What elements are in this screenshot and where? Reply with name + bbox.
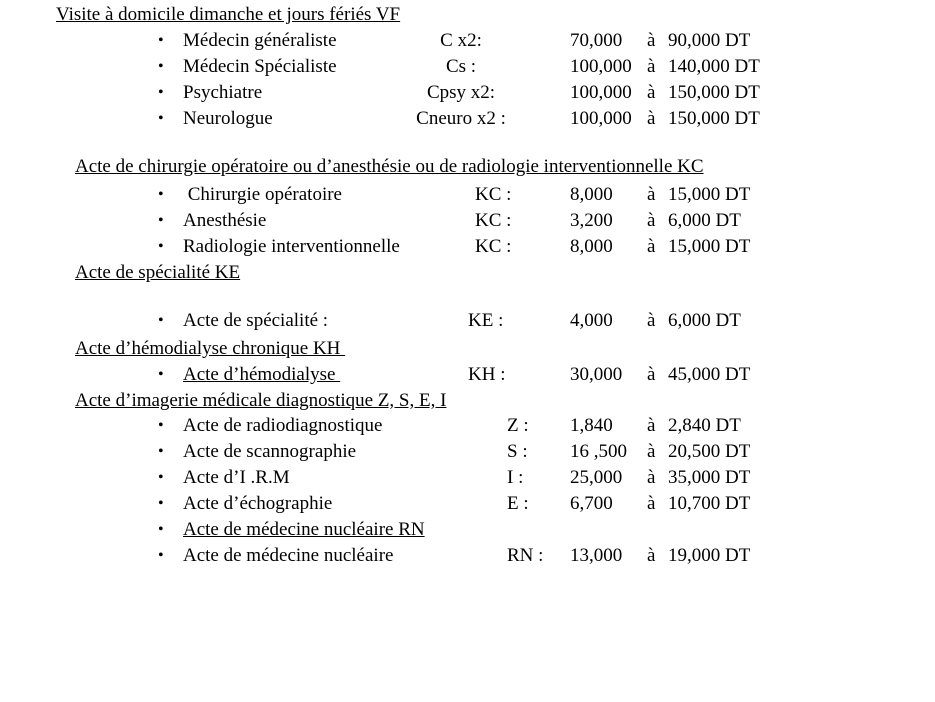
amount-min: 70,000	[570, 30, 623, 51]
amount-max: 140,000 DT	[668, 56, 760, 77]
tariff-row	[0, 491, 935, 517]
amount-separator: à	[647, 184, 656, 205]
tariff-row	[0, 543, 935, 569]
amount-separator: à	[647, 545, 656, 566]
bullet-icon: •	[158, 312, 164, 329]
row-code: KC :	[475, 184, 512, 205]
tariff-row	[0, 54, 935, 80]
row-label: Acte de radiodiagnostique	[183, 415, 383, 436]
bullet-icon: •	[158, 469, 164, 486]
section-heading-specialite: Acte de spécialité KE	[75, 262, 241, 283]
amount-separator: à	[647, 210, 656, 231]
amount-max: 10,700 DT	[668, 493, 751, 514]
row-label: Anesthésie	[183, 210, 267, 231]
row-code: KC :	[475, 236, 512, 257]
tariff-row	[0, 439, 935, 465]
row-label: Acte de spécialité :	[183, 310, 329, 331]
amount-max: 90,000 DT	[668, 30, 751, 51]
amount-separator: à	[647, 467, 656, 488]
row-label: Acte de médecine nucléaire	[183, 545, 394, 566]
row-code: Cneuro x2 :	[416, 108, 506, 129]
row-label: Acte d’échographie	[183, 493, 333, 514]
row-code: KC :	[475, 210, 512, 231]
section-heading-imagerie: Acte d’imagerie médicale diagnostique Z, S, E, I	[75, 390, 447, 411]
bullet-icon: •	[158, 58, 164, 75]
amount-separator: à	[647, 30, 656, 51]
row-code: C x2:	[440, 30, 482, 51]
bullet-icon: •	[158, 110, 164, 127]
amount-separator: à	[647, 56, 656, 77]
amount-min: 100,000	[570, 56, 632, 77]
tariff-row	[0, 106, 935, 132]
section-heading-chirurgie: Acte de chirurgie opératoire ou d’anesthésie ou de radiologie interventionnelle KC	[75, 156, 704, 177]
bullet-icon: •	[158, 186, 164, 203]
tariff-row	[0, 208, 935, 234]
amount-min: 100,000	[570, 82, 632, 103]
amount-separator: à	[647, 364, 656, 385]
row-label: Médecin Spécialiste	[183, 56, 337, 77]
bullet-icon: •	[158, 32, 164, 49]
bullet-icon: •	[158, 547, 164, 564]
amount-max: 19,000 DT	[668, 545, 751, 566]
tariff-row	[0, 362, 935, 388]
row-label: Psychiatre	[183, 82, 263, 103]
bullet-icon: •	[158, 84, 164, 101]
amount-separator: à	[647, 415, 656, 436]
amount-max: 15,000 DT	[668, 184, 751, 205]
tariff-row	[0, 80, 935, 106]
row-label: Radiologie interventionnelle	[183, 236, 400, 257]
row-label: Acte de scannographie	[183, 441, 357, 462]
bullet-icon: •	[158, 238, 164, 255]
amount-max: 150,000 DT	[668, 82, 760, 103]
amount-separator: à	[647, 310, 656, 331]
amount-separator: à	[647, 82, 656, 103]
row-code: KE :	[468, 310, 504, 331]
tariff-row	[0, 234, 935, 260]
row-code: Z :	[507, 415, 529, 436]
amount-min: 13,000	[570, 545, 623, 566]
amount-separator: à	[647, 441, 656, 462]
row-code: KH :	[468, 364, 506, 385]
amount-min: 100,000	[570, 108, 632, 129]
tariff-row	[0, 517, 935, 543]
bullet-icon: •	[158, 521, 164, 538]
amount-separator: à	[647, 493, 656, 514]
amount-separator: à	[647, 236, 656, 257]
bullet-icon: •	[158, 366, 164, 383]
amount-max: 15,000 DT	[668, 236, 751, 257]
row-code: RN :	[507, 545, 544, 566]
amount-min: 8,000	[570, 184, 613, 205]
bullet-icon: •	[158, 443, 164, 460]
section-heading-visite-domicile: Visite à domicile dimanche et jours fériés VF	[56, 4, 401, 25]
amount-min: 1,840	[570, 415, 613, 436]
row-code: I :	[507, 467, 524, 488]
bullet-icon: •	[158, 212, 164, 229]
row-code: Cpsy x2:	[426, 82, 496, 103]
amount-max: 2,840 DT	[668, 415, 741, 436]
amount-min: 16 ,500	[570, 441, 627, 462]
row-code: Cs :	[445, 56, 477, 77]
amount-separator: à	[647, 108, 656, 129]
row-label: Chirurgie opératoire	[183, 184, 342, 205]
amount-min: 30,000	[570, 364, 623, 385]
bullet-icon: •	[158, 495, 164, 512]
amount-min: 3,200	[570, 210, 613, 231]
row-label: Acte d’hémodialyse	[183, 364, 341, 385]
tariff-row	[0, 465, 935, 491]
row-label: Acte de médecine nucléaire RN	[183, 519, 425, 540]
amount-min: 4,000	[570, 310, 613, 331]
tariff-row	[0, 28, 935, 54]
tariff-row	[0, 413, 935, 439]
tariff-row	[0, 182, 935, 208]
row-code: S :	[507, 441, 528, 462]
amount-max: 150,000 DT	[668, 108, 760, 129]
amount-max: 6,000 DT	[668, 210, 741, 231]
row-code: E :	[507, 493, 529, 514]
bullet-icon: •	[158, 417, 164, 434]
row-label: Acte d’I .R.M	[183, 467, 290, 488]
amount-max: 20,500 DT	[668, 441, 751, 462]
row-label: Neurologue	[183, 108, 273, 129]
amount-max: 45,000 DT	[668, 364, 751, 385]
amount-min: 25,000	[570, 467, 623, 488]
tariff-row	[0, 308, 935, 334]
amount-max: 35,000 DT	[668, 467, 751, 488]
row-label: Médecin généraliste	[183, 30, 337, 51]
amount-max: 6,000 DT	[668, 310, 741, 331]
amount-min: 6,700	[570, 493, 613, 514]
amount-min: 8,000	[570, 236, 613, 257]
section-heading-hemodialyse: Acte d’hémodialyse chronique KH	[75, 338, 346, 359]
